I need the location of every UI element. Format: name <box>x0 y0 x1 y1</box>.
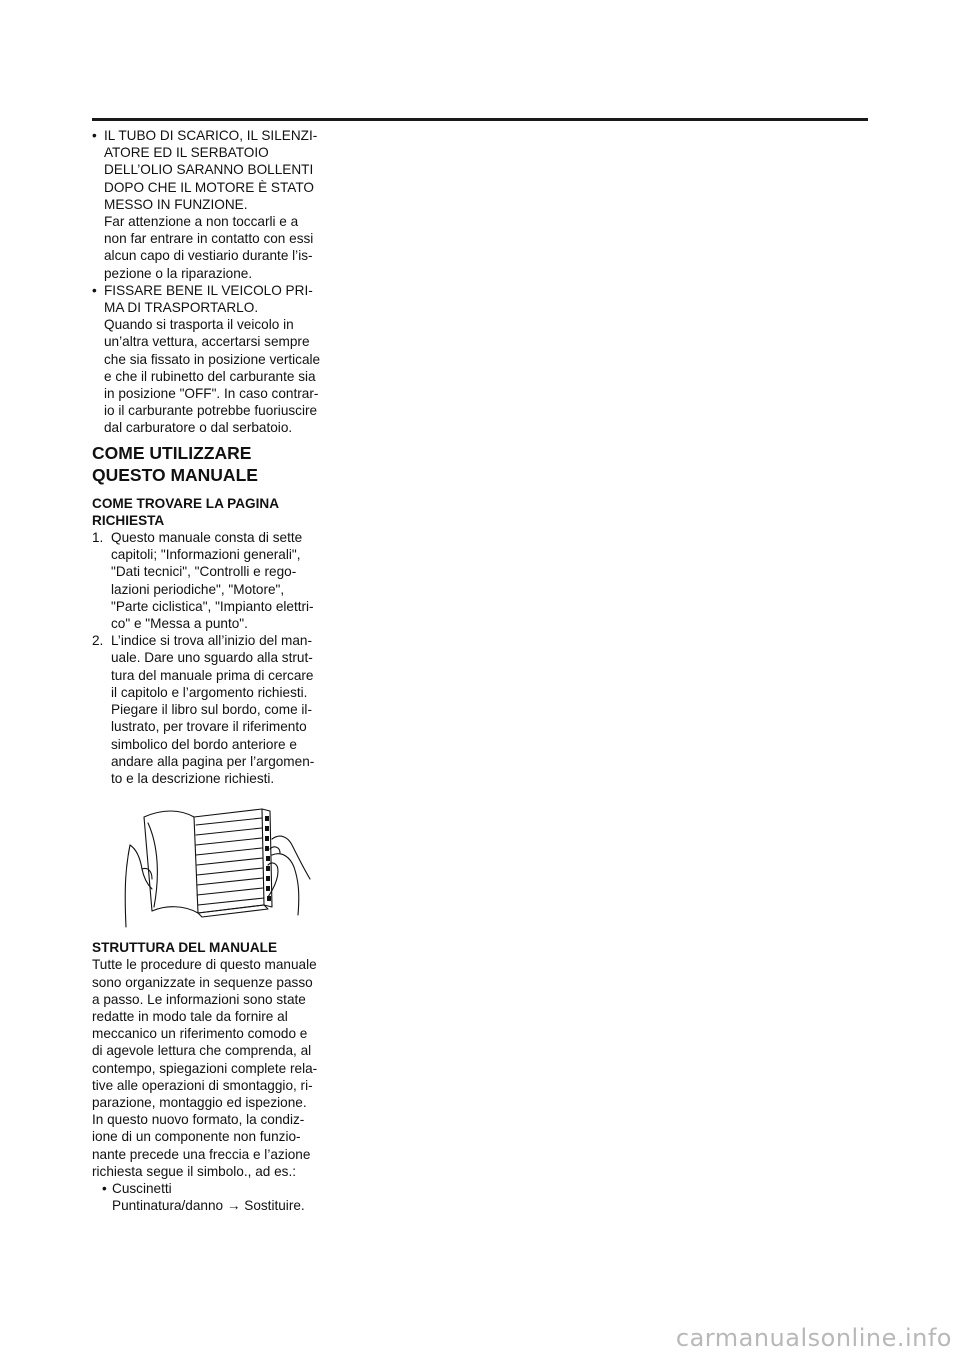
text-column <box>92 127 338 1214</box>
text-line: richiesta segue il simbolo., ad es.: <box>92 1163 297 1179</box>
bullet-marker: • <box>102 1180 107 1196</box>
section-title <box>92 442 338 486</box>
text-line: DELL’OLIO SARANNO BOLLENTI <box>104 162 314 178</box>
item-number: 1. <box>92 530 104 546</box>
text-line: sono organizzate in sequenze passo <box>92 974 313 990</box>
text-line: non far entrare in contatto con essi <box>104 231 314 247</box>
example-block <box>92 1180 338 1214</box>
text-line: uale. Dare uno sguardo alla strut- <box>111 650 313 666</box>
text-line: pezione o la riparazione. <box>104 265 253 281</box>
text-line: in posizione "OFF". In caso contrar- <box>104 386 319 402</box>
text-line: il capitolo e l’argomento richiesti. <box>111 684 308 700</box>
text-line: DOPO CHE IL MOTORE È STATO <box>104 179 314 195</box>
warning-transport <box>92 282 338 437</box>
text-line: a passo. Le informazioni sono state <box>92 991 306 1007</box>
text-line: che sia fissato in posizione verticale <box>104 351 321 367</box>
text-line: e che il rubinetto del carburante sia <box>104 368 316 384</box>
structure-paragraph <box>92 956 338 1180</box>
text-line: "Parte ciclistica", "Impianto elettri- <box>111 598 314 614</box>
example-item-detail: Puntinatura/danno → Sostituire. <box>112 1198 305 1214</box>
text-line: In questo nuovo formato, la condiz- <box>92 1112 305 1128</box>
section-title-line: QUESTO MANUALE <box>92 464 258 485</box>
text-line: capitoli; "Informazioni generali", <box>111 547 301 563</box>
text-line: L’indice si trova all’inizio del man- <box>111 633 312 649</box>
text-line: "Dati tecnici", "Controlli e rego- <box>111 564 297 580</box>
text-line: tive alle operazioni di smontaggio, ri- <box>92 1077 313 1093</box>
text-line: tura del manuale prima di cercare <box>111 667 314 683</box>
text-line: andare alla pagina per l’argomen- <box>111 753 315 769</box>
text-line: Tutte le procedure di questo manuale <box>92 957 317 973</box>
heading-line: RICHIESTA <box>92 512 165 528</box>
numbered-item-2 <box>92 632 338 787</box>
text-line: Quando si trasporta il veicolo in <box>104 317 294 333</box>
text-line: dal carburatore o dal serbatoio. <box>104 420 293 436</box>
text-line: Questo manuale consta di sette <box>111 530 303 546</box>
text-line: IL TUBO DI SCARICO, IL SILENZI- <box>104 128 318 143</box>
watermark: carmanualsonline.info <box>675 1324 952 1352</box>
structure-heading: STRUTTURA DEL MANUALE <box>92 940 278 956</box>
example-item <box>102 1180 338 1214</box>
text-line: lazioni periodiche", "Motore", <box>111 581 285 597</box>
bullet-marker: • <box>92 282 97 298</box>
text-line: redatte in modo tale da fornire al <box>92 1008 288 1024</box>
text-line: MA DI TRASPORTARLO. <box>104 300 259 316</box>
text-line: MESSO IN FUNZIONE. <box>104 196 248 212</box>
text-line: to e la descrizione richiesti. <box>111 770 275 786</box>
text-line: co" e "Messa a punto". <box>111 616 248 632</box>
bullet-marker: • <box>92 128 97 143</box>
section-title-line: COME UTILIZZARE <box>92 442 252 463</box>
numbered-item-1 <box>92 529 338 632</box>
text-line: parazione, montaggio ed ispezione. <box>92 1094 307 1110</box>
text-line: un’altra vettura, accertarsi sempre <box>104 334 310 350</box>
text-line: alcun capo di vestiario durante l’is- <box>104 248 313 264</box>
text-line: ATORE ED IL SERBATOIO <box>104 145 269 161</box>
text-line: nante precede una freccia e l’azione <box>92 1146 311 1162</box>
text-line: ione di un componente non funzio- <box>92 1129 301 1145</box>
text-line: contempo, spiegazioni complete rela- <box>92 1060 318 1076</box>
warning-exhaust <box>92 127 338 282</box>
text-line: simbolico del bordo anteriore e <box>111 736 297 752</box>
text-line: meccanico un riferimento comodo e <box>92 1026 308 1042</box>
text-line: io il carburante potrebbe fuoriuscire <box>104 403 318 419</box>
text-line: FISSARE BENE IL VEICOLO PRI- <box>104 282 313 298</box>
heading-line: COME TROVARE LA PAGINA <box>92 495 280 511</box>
book-hands-illustration <box>122 805 312 931</box>
header-rule <box>92 118 868 121</box>
item-number: 2. <box>92 633 104 649</box>
text-line: lustrato, per trovare il riferimento <box>111 719 307 735</box>
find-page-heading <box>92 495 338 529</box>
text-line: Far attenzione a non toccarli e a <box>104 214 299 230</box>
text-line: di agevole lettura che comprenda, al <box>92 1043 312 1059</box>
example-item-name: Cuscinetti <box>112 1180 172 1196</box>
text-line: Piegare il libro sul bordo, come il- <box>111 702 312 718</box>
